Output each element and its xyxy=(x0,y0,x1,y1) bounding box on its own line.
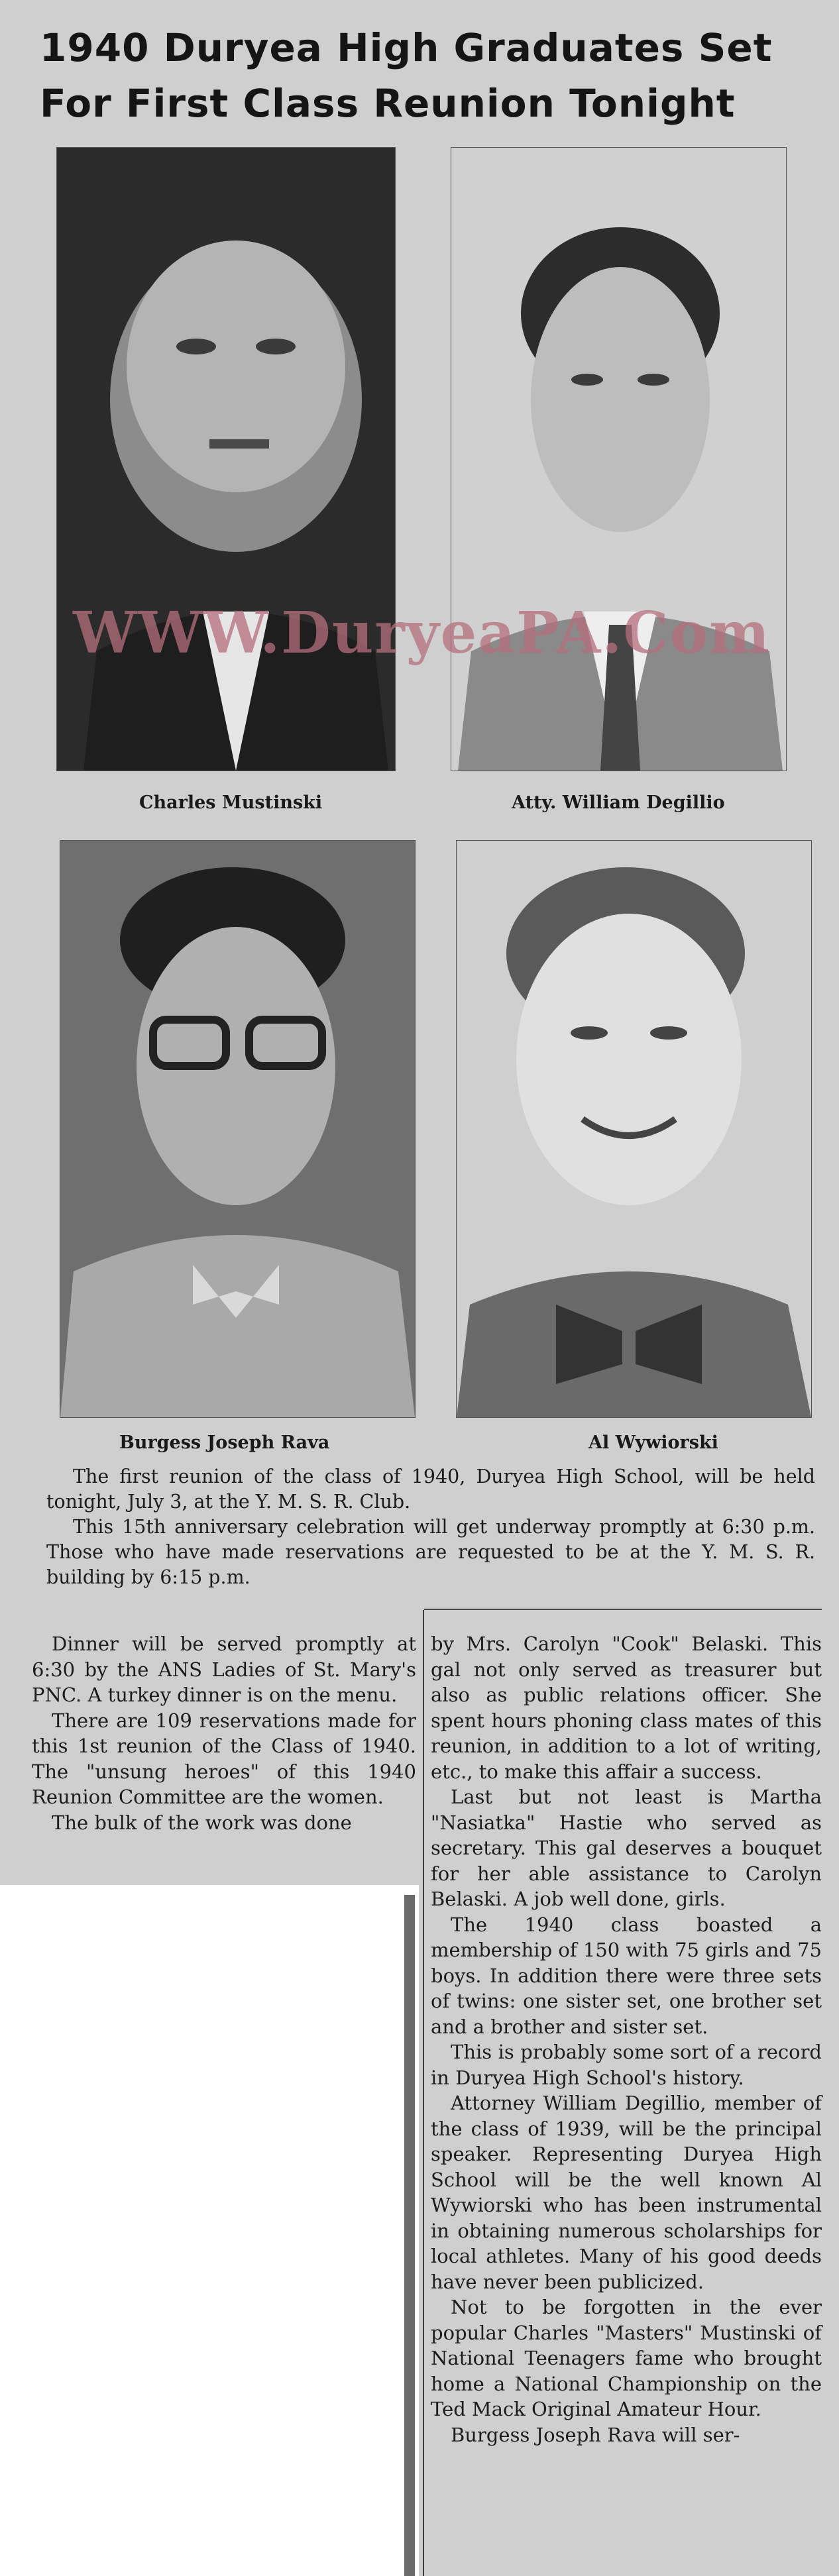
caption-al-wywiorski: Al Wywiorski xyxy=(588,1432,718,1453)
headline-line-2: For First Class Reunion Tonight xyxy=(40,81,736,126)
intro-text xyxy=(46,1464,815,1590)
watermark: WWW.DuryeaPA.Com xyxy=(73,600,771,667)
caption-charles-mustinski: Charles Mustinski xyxy=(139,792,323,813)
paragraph: This is probably some sort of a record in Duryea High School's history. xyxy=(431,2041,822,2089)
paragraph: Attorney William Degillio, member of the class of 1939, will be the principal speaker. Representing Duryea High School will be the well known Al Wywiorski who has been instrumental in obtaining numerous scholarships for local athletes. Many of his good deeds have never been publicized. xyxy=(431,2092,822,2293)
left-column xyxy=(32,1631,416,1835)
paragraph: The bulk of the work was done xyxy=(52,1811,352,1834)
paragraph: by Mrs. Carolyn "Cook" Belaski. This gal not only served as treasurer but also as public relations officer. She spent hours phoning class mates of this reunion, in addition to a lot of writing, etc., to make this affair a success. xyxy=(431,1633,822,1783)
paragraph: The 1940 class boasted a membership of 150 with 75 girls and 75 boys. In addition there were three sets of twins: one sister set, one brother set and a brother and sister set. xyxy=(431,1913,822,2038)
photo-joseph-rava xyxy=(60,840,416,1418)
photo-al-wywiorski xyxy=(456,840,812,1418)
headline xyxy=(40,20,828,131)
paragraph: Burgess Joseph Rava will ser- xyxy=(451,2423,740,2446)
divider xyxy=(424,1609,822,1610)
photo-william-degillio xyxy=(451,147,787,771)
paragraph: Dinner will be served promptly at 6:30 by the ANS Ladies of St. Mary's PNC. A turkey dinner is on the menu. xyxy=(32,1633,416,1706)
clipping-edge xyxy=(404,1895,415,2576)
column-divider xyxy=(423,1610,424,2576)
paragraph: This 15th anniversary celebration will get underway promptly at 6:30 p.m. Those who have made reservations are requested to be at the Y. M. S. R. building by 6:15 p.m. xyxy=(46,1516,815,1588)
paragraph: There are 109 reservations made for this 1st reunion of the Class of 1940. The "unsung heroes" of this 1940 Reunion Committee are the women. xyxy=(32,1709,416,1808)
paragraph: The first reunion of the class of 1940, Duryea High School, will be held tonight, July 3, at the Y. M. S. R. Club. xyxy=(46,1466,815,1513)
headline-line-1: 1940 Duryea High Graduates Set xyxy=(40,25,773,70)
photo-charles-mustinski xyxy=(56,147,396,771)
paragraph: Last but not least is Martha "Nasiatka" Hastie who served as secretary. This gal deserves a bouquet for her able assistance to Carolyn Belaski. A job well done, girls. xyxy=(431,1786,822,1910)
paragraph: Not to be forgotten in the ever popular Charles "Masters" Mustinski of National Teenagers fame who brought home a National Championship on the Ted Mack Original Amateur Hour. xyxy=(431,2296,822,2420)
caption-joseph-rava: Burgess Joseph Rava xyxy=(119,1432,330,1453)
right-column xyxy=(431,1631,822,2447)
caption-william-degillio: Atty. William Degillio xyxy=(512,792,725,813)
